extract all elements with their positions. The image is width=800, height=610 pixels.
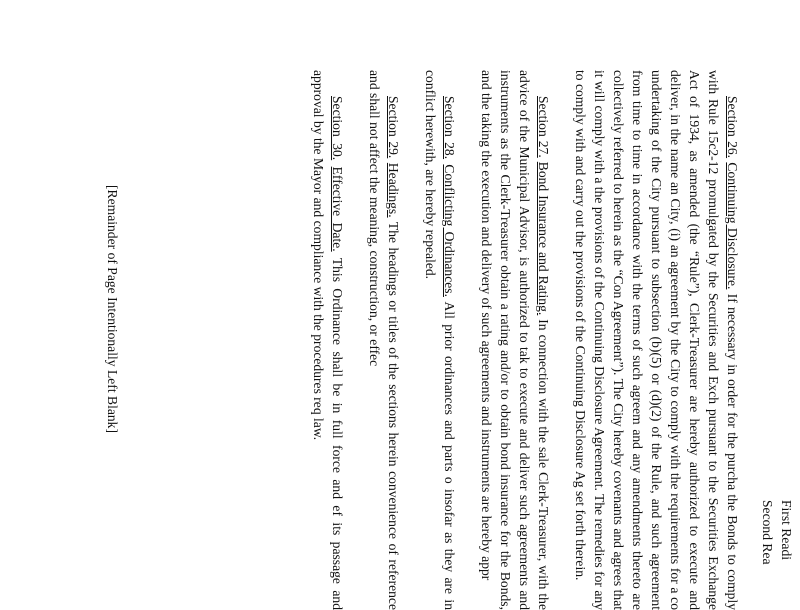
section-29-heading: Headings. bbox=[386, 162, 401, 218]
section-27-number: Section 27. bbox=[536, 96, 551, 158]
section-28-heading: Conflicting Ordinances. bbox=[442, 164, 457, 297]
section-27-text: In connection with the sale Clerk-Treasurer, with the advice of the Municipal Advisor, is authorized to tak to execute and deliver such agreements and instruments as the Clerk-Treasurer obtain a rating and/or to obtain bond insurance for the Bonds, and the taking the execution and delivery of such agreements and instruments are hereby appr bbox=[479, 70, 551, 610]
section-26-text: If necessary in order for the purcha the Bonds to comply with Rule 15c2-12 promulgated by the Securities and Exch pursuant to the Securities Exchange Act of 1934, as amended (the “Rule”), Clerk-Treasurer are hereby authorized to execute and deliver, in the name an City, (i) an agreement by the City to comply with the requirements for a co undertaking of the City pursuant to subsection (b)(5) or (d)(2) of the Rule, and such agreement from time to time in accordance with the terms of such agreem and any amendments thereto are collectively referred to herein as the “Con Agreement”). The City hereby covenants and agrees that it will comply with a the provisions of the Continuing Disclosure Agreement. The remedies for any to comply with and carry out the provisions of the Continuing Disclosure Ag set forth therein. bbox=[573, 70, 740, 610]
section-26-paragraph bbox=[571, 70, 742, 610]
section-27-paragraph bbox=[477, 70, 553, 610]
section-29-text: The headings or titles of the sections herein convenience of reference and shall not affect the meaning, construction, or effec bbox=[367, 70, 401, 610]
ordinance-body bbox=[291, 70, 742, 610]
section-27-heading: Bond Insurance and Rating. bbox=[536, 161, 551, 316]
section-28-number: Section 28. bbox=[442, 96, 457, 160]
section-29-paragraph bbox=[365, 70, 403, 610]
section-26-number: Section 26. bbox=[725, 96, 740, 159]
remainder-note: [Remainder of Page Intentionally Left Blank] bbox=[105, 185, 120, 434]
header-first-reading: First Readi bbox=[779, 500, 794, 561]
section-30-number: Section 30. bbox=[330, 96, 345, 161]
section-30-paragraph bbox=[309, 70, 347, 610]
section-28-text: All prior ordinances and parts o insofar as they are in conflict herewith, are hereby repealed. bbox=[423, 70, 457, 610]
section-30-heading: Effective Date. bbox=[330, 166, 345, 252]
header-second-reading: Second Rea bbox=[760, 500, 775, 565]
section-26-heading: Continuing Disclosure. bbox=[725, 162, 740, 290]
section-29-number: Section 29. bbox=[386, 96, 401, 159]
section-28-paragraph bbox=[421, 70, 459, 610]
section-30-text: This Ordinance shall be in full force and ef its passage and approval by the Mayor and compliance with the procedures req law. bbox=[311, 70, 345, 610]
